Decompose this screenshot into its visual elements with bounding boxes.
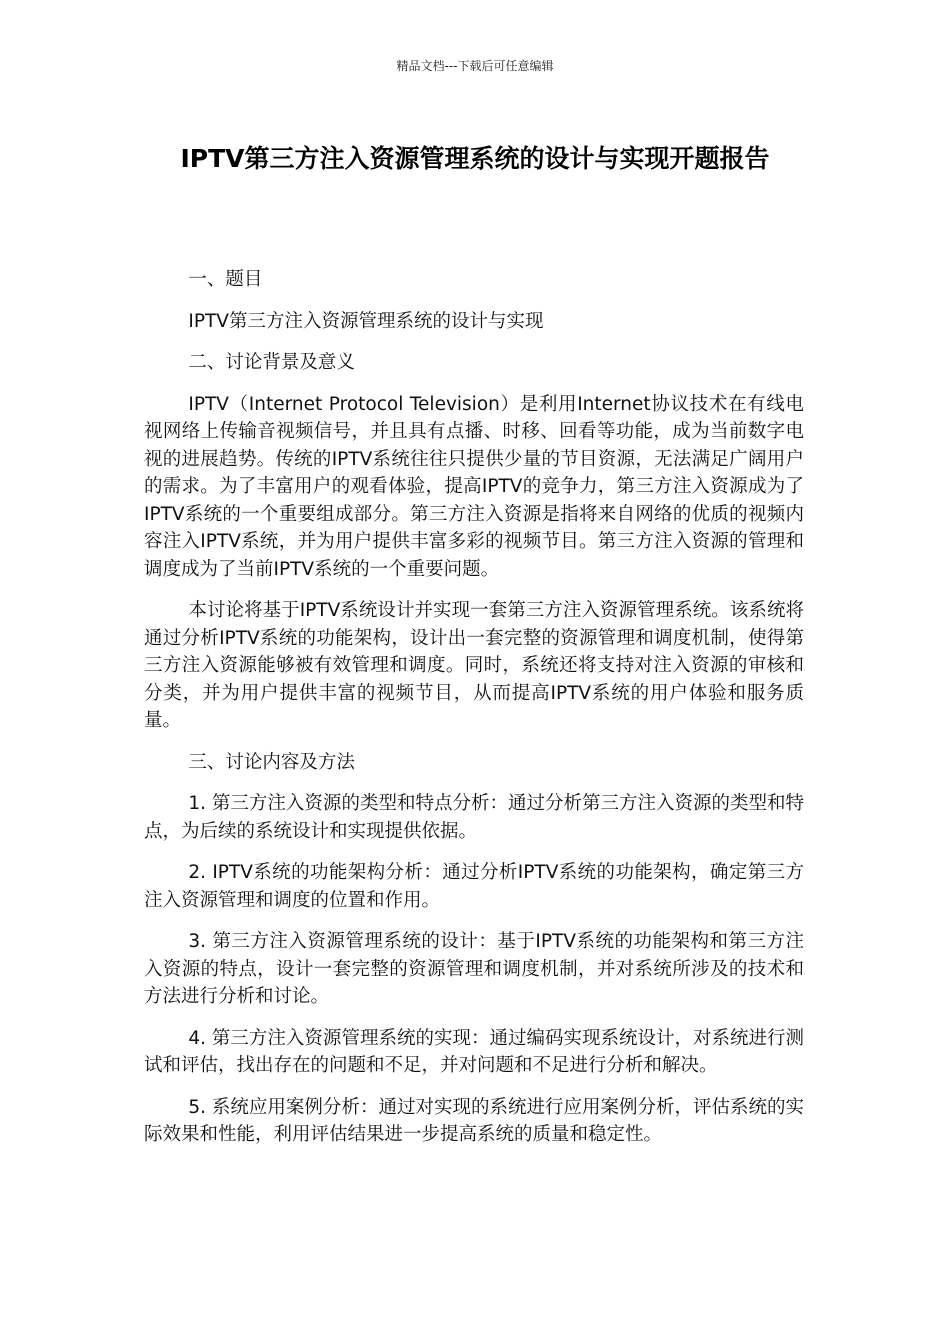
section-heading-methods: 三、讨论内容及方法	[188, 751, 355, 773]
document-body	[144, 266, 804, 1163]
method-item-4: 4. 第三方注入资源管理系统的实现：通过编码实现系统设计，对系统进行测试和评估，找出存在的问题和不足，并对问题和不足进行分析和解决。	[144, 1027, 804, 1076]
section-heading-topic: 一、题目	[188, 269, 263, 290]
background-paragraph-2: 本讨论将基于IPTV系统设计并实现一套第三方注入资源管理系统。该系统将通过分析IPTV系统的功能架构，设计出一套完整的资源管理和调度机制，使得第三方注入资源能够被有效管理和调度。同时，系统还将支持对注入资源的审核和分类，并为用户提供丰富的视频节目，从而提高IPTV系统的用户体验和服务质量。	[144, 600, 804, 731]
topic-text: IPTV第三方注入资源管理系统的设计与实现	[188, 310, 544, 332]
background-paragraph-1: IPTV（Internet Protocol Television）是利用Internet协议技术在有线电视网络上传输音视频信号，并且具有点播、时移、回看等功能，成为当前数字电视的进展趋势。传统的IPTV系统往往只提供少量的节目资源，无法满足广阔用户的需求。为了丰富用户的观看体验，提高IPTV的竞争力，第三方注入资源成为了IPTV系统的一个重要组成部分。第三方注入资源是指将来自网络的优质的视频内容注入IPTV系统，并为用户提供丰富多彩的视频节目。第三方注入资源的管理和调度成为了当前IPTV系统的一个重要问题。	[144, 393, 804, 580]
section-heading-background: 二、讨论背景及意义	[188, 352, 355, 373]
method-item-2: 2. IPTV系统的功能架构分析：通过分析IPTV系统的功能架构，确定第三方注入资源管理和调度的位置和作用。	[144, 862, 804, 911]
header-watermark: 精品文档---下载后可任意编辑	[396, 59, 554, 73]
document-title: IPTV第三方注入资源管理系统的设计与实现开题报告	[180, 144, 770, 173]
method-item-3: 3. 第三方注入资源管理系统的设计：基于IPTV系统的功能架构和第三方注入资源的特点，设计一套完整的资源管理和调度机制，并对系统所涉及的技术和方法进行分析和讨论。	[144, 931, 804, 1007]
method-item-5: 5. 系统应用案例分析：通过对实现的系统进行应用案例分析，评估系统的实际效果和性能，利用评估结果进一步提高系统的质量和稳定性。	[144, 1096, 804, 1145]
method-item-1: 1. 第三方注入资源的类型和特点分析：通过分析第三方注入资源的类型和特点，为后续的系统设计和实现提供依据。	[144, 793, 804, 842]
